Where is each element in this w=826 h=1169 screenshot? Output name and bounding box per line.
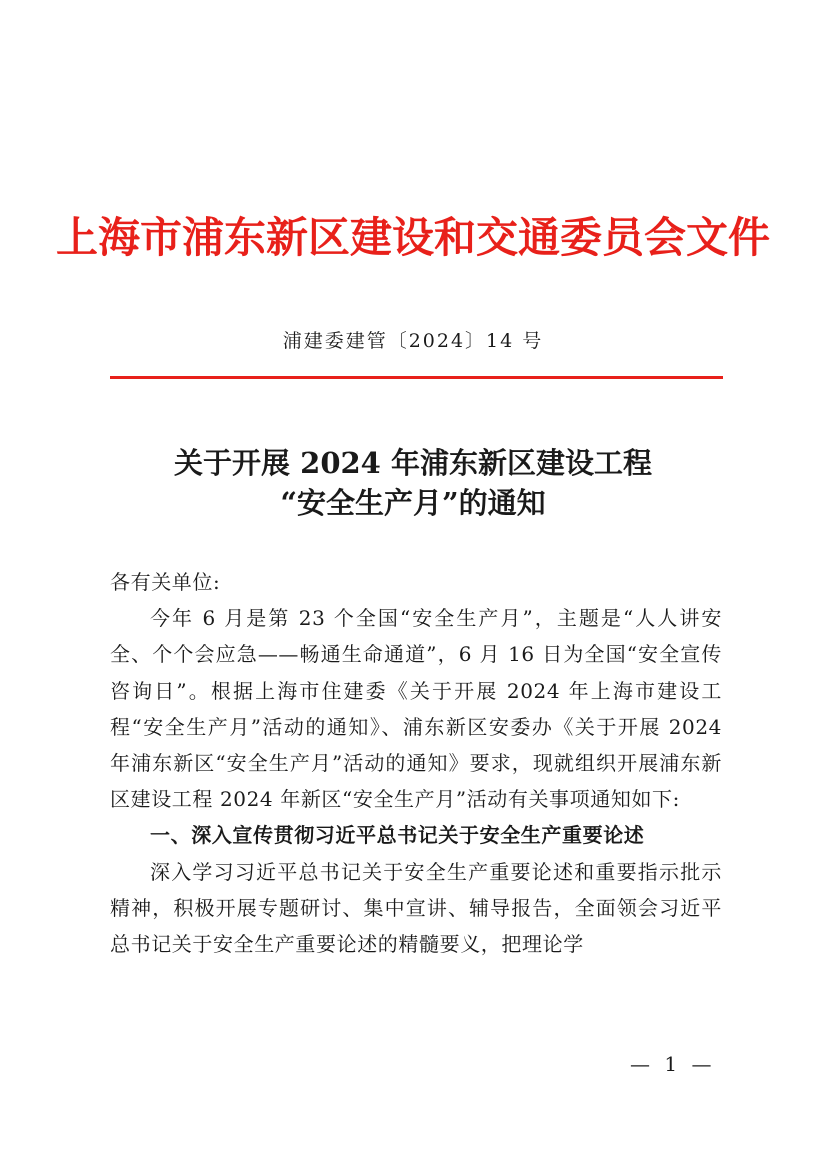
notice-title-line1: 关于开展 2024 年浦东新区建设工程 <box>174 446 652 480</box>
document-number: 浦建委建管〔2024〕14 号 <box>282 330 544 352</box>
section-heading-1: 一、深入宣传贯彻习近平总书记关于安全生产重要论述 <box>150 823 645 848</box>
salutation: 各有关单位: <box>110 570 221 594</box>
intro-paragraph: 今年 6 月是第 23 个全国“安全生产月”，主题是“人人讲安全、个个会应急——畅通生命通道”，6 月 16 日为全国“安全宣传咨询日”。根据上海市住建委《关于开展 2024 年上海市建设工程“安全生产月”活动的通知》、浦东新区安委办《关于开展 2024 年浦东新区“安全生产月”活动的通知》要求，现就组织开展浦东新区建设工程 2024 年新区“安全生产月”活动有关事项通知如下: <box>110 606 722 812</box>
document-header-title: 上海市浦东新区建设和交通委员会文件 <box>55 213 770 262</box>
notice-title <box>0 443 826 523</box>
document-body <box>110 564 722 962</box>
notice-title-line2: “安全生产月”的通知 <box>280 486 546 520</box>
red-separator-line <box>110 376 723 379</box>
page-number: — 1 — <box>630 1052 716 1076</box>
section-1-paragraph: 深入学习习近平总书记关于安全生产重要论述和重要指示批示精神，积极开展专题研讨、集中宣讲、辅导报告，全面领会习近平总书记关于安全生产重要论述的精髓要义，把理论学 <box>110 859 722 957</box>
